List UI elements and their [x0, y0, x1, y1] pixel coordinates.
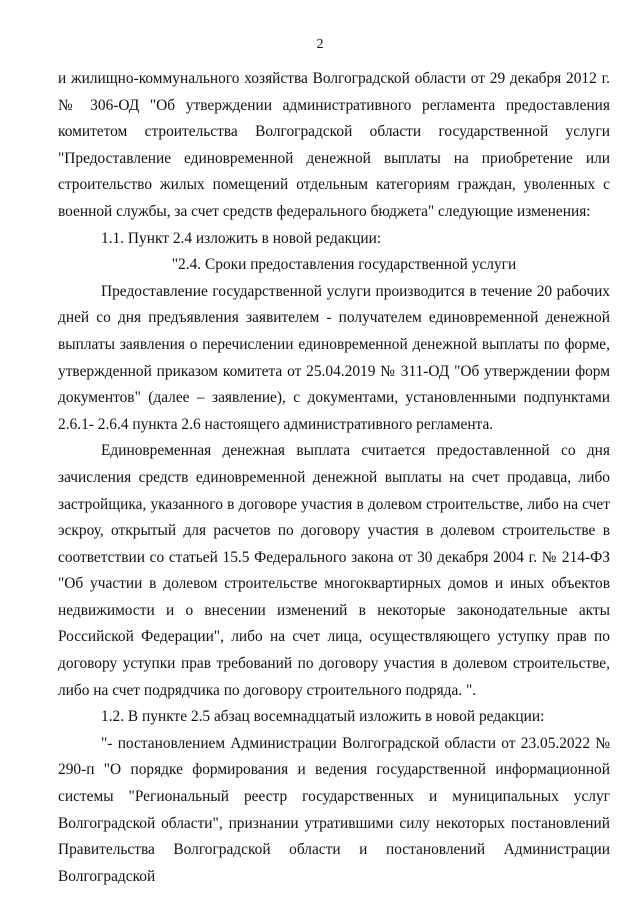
- paragraph-service-term: Предоставление государственной услуги производится в течение 20 рабочих дней со дня предъявления заявителем - получателем единовременной денежной выплаты заявления о перечислении единовременной денежной выплаты по форме, утвержденной приказом комитета от 25.04.2019 № 311-ОД "Об утверждении форм документов" (далее – заявление), с документами, установленными подпунктами 2.6.1- 2.6.4 пункта 2.6 настоящего административного регламента.: [58, 282, 610, 433]
- paragraph-amendment-intro: и жилищно-коммунального хозяйства Волгоградской области от 29 декабря 2012 г. № 306-ОД "Об утверждении административного регламента предоставления комитетом строительства Волгоградской области государственной услуги "Предоставление единовременной денежной выплаты на приобретение или строительство жилых помещений отдельным категориям граждан, уволенных с военной службы, за счет средств федерального бюджета" следующие изменения:: [58, 70, 610, 220]
- paragraph-resolution-290p: "- постановлением Администрации Волгоградской области от 23.05.2022 № 290-п "О порядке формирования и ведения государственной информационной системы "Региональный реестр государственных и муниципальных услуг Волгоградской области", признании утратившими силу некоторых постановлений Правительства Волгоградской области и постановлений Администрации Волгоградской: [58, 734, 610, 885]
- paragraph-payment-date: Единовременная денежная выплата считается предоставленной со дня зачисления средств единовременной денежной выплаты на счет продавца, либо застройщика, указанного в договоре участия в долевом строительстве, либо на счет эскроу, открытый для расчетов по договору участия в долевом строительстве в соответствии со статьей 15.5 Федерального закона от 30 декабря 2004 г. № 214-ФЗ "Об участии в долевом строительстве многоквартирных домов и иных объектов недвижимости и о внесении изменений в некоторые законодательные акты Российской Федерации", либо на счет лица, осуществляющего уступку прав по договору уступки прав требований по договору участия в долевом строительстве, либо на счет подрядчика по договору строительного подряда. ".: [58, 442, 610, 699]
- document-body: [58, 66, 610, 890]
- section-heading-2-4: "2.4. Сроки предоставления государственной услуги: [171, 256, 517, 274]
- paragraph-item-1-2: 1.2. В пункте 2.5 абзац восемнадцатый изложить в новой редакции:: [101, 708, 545, 726]
- page-number: 2: [316, 37, 324, 52]
- paragraph-item-1-1: 1.1. Пункт 2.4 изложить в новой редакции:: [101, 229, 382, 247]
